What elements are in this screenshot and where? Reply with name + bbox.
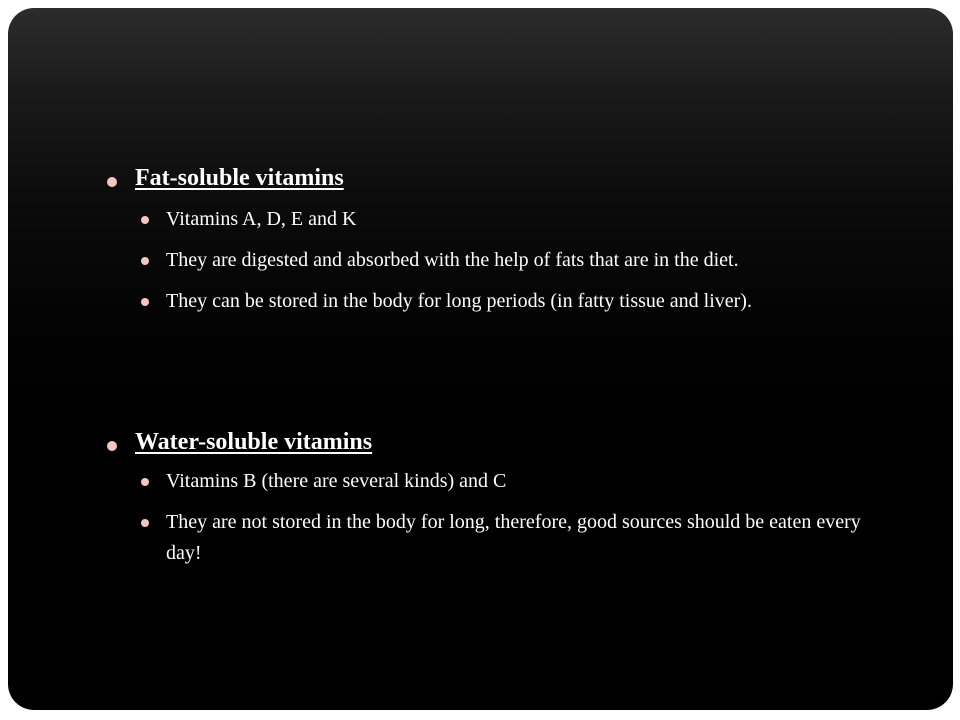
bullet-icon bbox=[141, 478, 149, 486]
list-item bbox=[8, 466, 953, 497]
section-water-soluble bbox=[8, 428, 953, 569]
bullet-icon bbox=[141, 298, 149, 306]
sub-list bbox=[8, 204, 953, 317]
list-item bbox=[8, 507, 953, 569]
bullet-icon bbox=[141, 257, 149, 265]
bullet-icon bbox=[141, 519, 149, 527]
section-heading-item bbox=[8, 164, 953, 192]
slide-content bbox=[8, 8, 953, 710]
list-item-text: They are digested and absorbed with the help of fats that are in the diet. bbox=[166, 249, 739, 271]
list-item bbox=[8, 286, 953, 317]
section-list bbox=[8, 428, 953, 456]
list-item-text: They can be stored in the body for long periods (in fatty tissue and liver). bbox=[166, 290, 752, 312]
list-item bbox=[8, 204, 953, 235]
section-list bbox=[8, 164, 953, 192]
section-fat-soluble bbox=[8, 164, 953, 317]
section-heading-item bbox=[8, 428, 953, 456]
section-heading: Fat-soluble vitamins bbox=[135, 165, 344, 191]
bullet-icon bbox=[107, 177, 117, 187]
bullet-icon bbox=[107, 441, 117, 451]
list-item bbox=[8, 245, 953, 276]
list-item-text: They are not stored in the body for long, therefore, good sources should be eaten every day! bbox=[166, 511, 861, 564]
section-heading: Water-soluble vitamins bbox=[135, 429, 373, 455]
sub-list bbox=[8, 466, 953, 569]
slide bbox=[8, 8, 953, 710]
list-item-text: Vitamins B (there are several kinds) and C bbox=[166, 470, 507, 492]
bullet-icon bbox=[141, 216, 149, 224]
list-item-text: Vitamins A, D, E and K bbox=[166, 208, 357, 230]
